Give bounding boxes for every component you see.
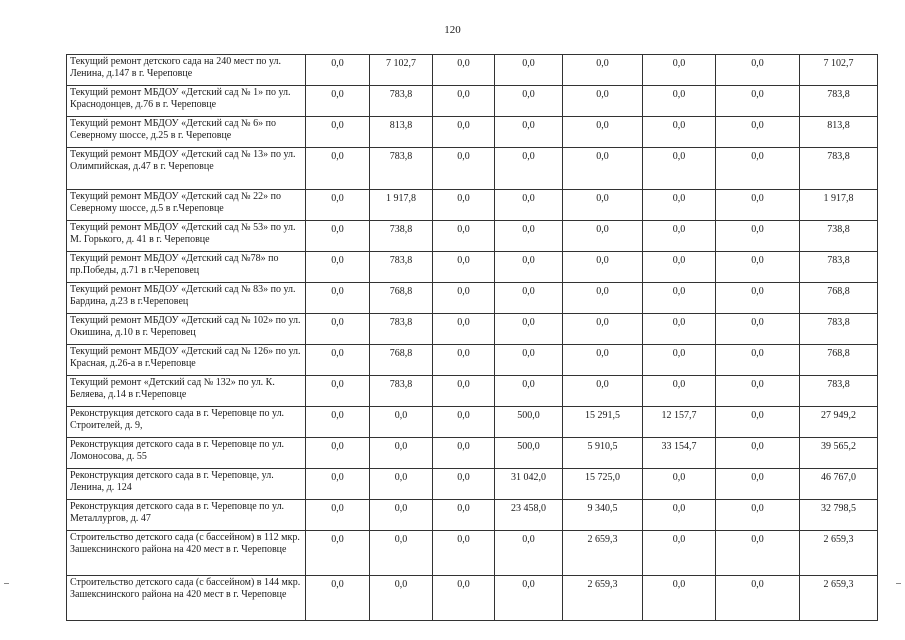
value-cell: 0,0 (495, 283, 563, 314)
table-row (67, 407, 878, 438)
value-cell: 46 767,0 (800, 469, 878, 500)
object-name-cell: Текущий ремонт детского сада на 240 мест по ул. Ленина, д.147 в г. Череповце (67, 55, 306, 86)
value-cell: 0,0 (433, 500, 495, 531)
value-cell: 0,0 (495, 190, 563, 221)
table-body (67, 55, 878, 621)
object-name-cell: Текущий ремонт МБДОУ «Детский сад № 6» по Северному шоссе, д.25 в г. Череповце (67, 117, 306, 148)
value-cell: 0,0 (306, 376, 370, 407)
value-cell: 0,0 (643, 469, 716, 500)
value-cell: 15 291,5 (563, 407, 643, 438)
value-cell: 0,0 (716, 438, 800, 469)
value-cell: 768,8 (370, 345, 433, 376)
value-cell: 0,0 (643, 117, 716, 148)
value-cell: 0,0 (433, 252, 495, 283)
value-cell: 0,0 (306, 469, 370, 500)
object-name-cell: Текущий ремонт МБДОУ «Детский сад № 1» по ул. Краснодонцев, д.76 в г. Череповце (67, 86, 306, 117)
table-row (67, 576, 878, 621)
value-cell: 0,0 (716, 252, 800, 283)
table-row (67, 314, 878, 345)
table-row (67, 469, 878, 500)
object-name-cell: Текущий ремонт МБДОУ «Детский сад № 22» по Северному шоссе, д.5 в г.Череповце (67, 190, 306, 221)
value-cell: 9 340,5 (563, 500, 643, 531)
value-cell: 39 565,2 (800, 438, 878, 469)
object-name-cell: Реконструкция детского сада в г. Череповце по ул. Ломоносова, д. 55 (67, 438, 306, 469)
value-cell: 15 725,0 (563, 469, 643, 500)
value-cell: 0,0 (716, 314, 800, 345)
table-row (67, 117, 878, 148)
value-cell: 0,0 (306, 314, 370, 345)
value-cell: 783,8 (370, 252, 433, 283)
object-name-cell: Строительство детского сада (с бассейном) в 112 мкр. Зашекснинского района на 420 мест в г. Череповце (67, 531, 306, 576)
budget-table (66, 54, 878, 621)
value-cell: 0,0 (563, 55, 643, 86)
left-margin-mark (4, 583, 9, 584)
value-cell: 0,0 (643, 190, 716, 221)
value-cell: 0,0 (370, 500, 433, 531)
table-row (67, 376, 878, 407)
value-cell: 0,0 (306, 345, 370, 376)
value-cell: 0,0 (306, 190, 370, 221)
value-cell: 0,0 (433, 345, 495, 376)
value-cell: 32 798,5 (800, 500, 878, 531)
value-cell: 0,0 (716, 148, 800, 190)
table-row (67, 221, 878, 252)
value-cell: 2 659,3 (563, 576, 643, 621)
value-cell: 0,0 (433, 221, 495, 252)
object-name-cell: Реконструкция детского сада в г. Череповце, ул. Ленина, д. 124 (67, 469, 306, 500)
table-row (67, 190, 878, 221)
value-cell: 0,0 (306, 576, 370, 621)
value-cell: 0,0 (433, 469, 495, 500)
value-cell: 783,8 (370, 314, 433, 345)
object-name-cell: Реконструкция детского сада в г. Череповце по ул. Строителей, д. 9, (67, 407, 306, 438)
value-cell: 0,0 (306, 86, 370, 117)
value-cell: 500,0 (495, 438, 563, 469)
value-cell: 27 949,2 (800, 407, 878, 438)
value-cell: 0,0 (433, 438, 495, 469)
value-cell: 0,0 (563, 252, 643, 283)
value-cell: 0,0 (563, 190, 643, 221)
value-cell: 0,0 (643, 376, 716, 407)
value-cell: 0,0 (563, 221, 643, 252)
right-margin-mark (896, 583, 901, 584)
value-cell: 0,0 (306, 55, 370, 86)
value-cell: 0,0 (306, 252, 370, 283)
object-name-cell: Строительство детского сада (с бассейном) в 144 мкр. Зашекснинского района на 420 мест в г. Череповце (67, 576, 306, 621)
value-cell: 0,0 (370, 576, 433, 621)
object-name-cell: Текущий ремонт МБДОУ «Детский сад № 83» по ул. Бардина, д.23 в г.Череповец (67, 283, 306, 314)
value-cell: 0,0 (495, 221, 563, 252)
value-cell: 0,0 (716, 500, 800, 531)
value-cell: 768,8 (800, 345, 878, 376)
value-cell: 0,0 (433, 283, 495, 314)
table-row (67, 148, 878, 190)
value-cell: 0,0 (306, 407, 370, 438)
object-name-cell: Текущий ремонт МБДОУ «Детский сад № 13» по ул. Олимпийская, д.47 в г. Череповце (67, 148, 306, 190)
value-cell: 0,0 (643, 576, 716, 621)
value-cell: 0,0 (495, 314, 563, 345)
table-row (67, 283, 878, 314)
value-cell: 0,0 (643, 345, 716, 376)
value-cell: 0,0 (433, 407, 495, 438)
object-name-cell: Текущий ремонт МБДОУ «Детский сад № 53» по ул. М. Горького, д. 41 в г. Череповце (67, 221, 306, 252)
value-cell: 0,0 (306, 531, 370, 576)
value-cell: 783,8 (800, 148, 878, 190)
value-cell: 783,8 (370, 86, 433, 117)
value-cell: 2 659,3 (563, 531, 643, 576)
value-cell: 0,0 (563, 345, 643, 376)
value-cell: 0,0 (716, 531, 800, 576)
value-cell: 0,0 (433, 117, 495, 148)
value-cell: 31 042,0 (495, 469, 563, 500)
value-cell: 0,0 (495, 148, 563, 190)
value-cell: 0,0 (643, 252, 716, 283)
value-cell: 0,0 (495, 252, 563, 283)
value-cell: 0,0 (716, 576, 800, 621)
page-number: 120 (444, 24, 461, 36)
value-cell: 783,8 (800, 376, 878, 407)
value-cell: 0,0 (433, 376, 495, 407)
table-row (67, 345, 878, 376)
value-cell: 0,0 (433, 531, 495, 576)
value-cell: 783,8 (370, 148, 433, 190)
table-row (67, 531, 878, 576)
value-cell: 23 458,0 (495, 500, 563, 531)
value-cell: 768,8 (370, 283, 433, 314)
value-cell: 0,0 (716, 283, 800, 314)
value-cell: 0,0 (643, 86, 716, 117)
value-cell: 0,0 (563, 86, 643, 117)
value-cell: 0,0 (306, 221, 370, 252)
value-cell: 33 154,7 (643, 438, 716, 469)
value-cell: 0,0 (306, 283, 370, 314)
value-cell: 768,8 (800, 283, 878, 314)
value-cell: 0,0 (716, 55, 800, 86)
value-cell: 0,0 (563, 376, 643, 407)
value-cell: 0,0 (433, 190, 495, 221)
value-cell: 0,0 (495, 86, 563, 117)
value-cell: 0,0 (716, 86, 800, 117)
object-name-cell: Текущий ремонт МБДОУ «Детский сад № 126» по ул. Красная, д.26-а в г.Череповце (67, 345, 306, 376)
table-row (67, 438, 878, 469)
value-cell: 0,0 (563, 117, 643, 148)
value-cell: 783,8 (800, 252, 878, 283)
object-name-cell: Текущий ремонт «Детский сад № 132» по ул. К. Беляева, д.14 в г.Череповце (67, 376, 306, 407)
value-cell: 0,0 (370, 407, 433, 438)
value-cell: 0,0 (433, 86, 495, 117)
value-cell: 0,0 (370, 438, 433, 469)
value-cell: 0,0 (306, 148, 370, 190)
object-name-cell: Реконструкция детского сада в г. Череповце по ул. Металлургов, д. 47 (67, 500, 306, 531)
value-cell: 0,0 (716, 469, 800, 500)
value-cell: 0,0 (643, 148, 716, 190)
value-cell: 783,8 (370, 376, 433, 407)
value-cell: 0,0 (370, 531, 433, 576)
value-cell: 0,0 (716, 376, 800, 407)
value-cell: 0,0 (716, 407, 800, 438)
value-cell: 0,0 (433, 148, 495, 190)
value-cell: 0,0 (433, 314, 495, 345)
object-name-cell: Текущий ремонт МБДОУ «Детский сад № 102» по ул. Окишина, д.10 в г. Череповец (67, 314, 306, 345)
table-row (67, 500, 878, 531)
value-cell: 813,8 (370, 117, 433, 148)
object-name-cell: Текущий ремонт МБДОУ «Детский сад №78» по пр.Победы, д.71 в г.Череповец (67, 252, 306, 283)
value-cell: 0,0 (306, 438, 370, 469)
value-cell: 738,8 (800, 221, 878, 252)
table-row (67, 86, 878, 117)
table-row (67, 55, 878, 86)
table-row (67, 252, 878, 283)
value-cell: 2 659,3 (800, 576, 878, 621)
value-cell: 0,0 (643, 314, 716, 345)
value-cell: 7 102,7 (370, 55, 433, 86)
value-cell: 0,0 (716, 345, 800, 376)
value-cell: 783,8 (800, 314, 878, 345)
value-cell: 0,0 (495, 117, 563, 148)
value-cell: 0,0 (716, 117, 800, 148)
value-cell: 783,8 (800, 86, 878, 117)
value-cell: 500,0 (495, 407, 563, 438)
value-cell: 5 910,5 (563, 438, 643, 469)
value-cell: 0,0 (716, 221, 800, 252)
value-cell: 0,0 (563, 314, 643, 345)
value-cell: 12 157,7 (643, 407, 716, 438)
value-cell: 0,0 (495, 55, 563, 86)
value-cell: 0,0 (563, 148, 643, 190)
value-cell: 1 917,8 (370, 190, 433, 221)
value-cell: 0,0 (433, 55, 495, 86)
value-cell: 0,0 (495, 345, 563, 376)
value-cell: 1 917,8 (800, 190, 878, 221)
value-cell: 0,0 (370, 469, 433, 500)
value-cell: 0,0 (643, 531, 716, 576)
value-cell: 0,0 (306, 117, 370, 148)
value-cell: 0,0 (495, 376, 563, 407)
value-cell: 7 102,7 (800, 55, 878, 86)
value-cell: 738,8 (370, 221, 433, 252)
value-cell: 813,8 (800, 117, 878, 148)
value-cell: 0,0 (643, 55, 716, 86)
value-cell: 0,0 (643, 500, 716, 531)
value-cell: 0,0 (433, 576, 495, 621)
value-cell: 0,0 (306, 500, 370, 531)
value-cell: 2 659,3 (800, 531, 878, 576)
value-cell: 0,0 (716, 190, 800, 221)
value-cell: 0,0 (495, 531, 563, 576)
value-cell: 0,0 (643, 283, 716, 314)
value-cell: 0,0 (495, 576, 563, 621)
value-cell: 0,0 (563, 283, 643, 314)
value-cell: 0,0 (643, 221, 716, 252)
